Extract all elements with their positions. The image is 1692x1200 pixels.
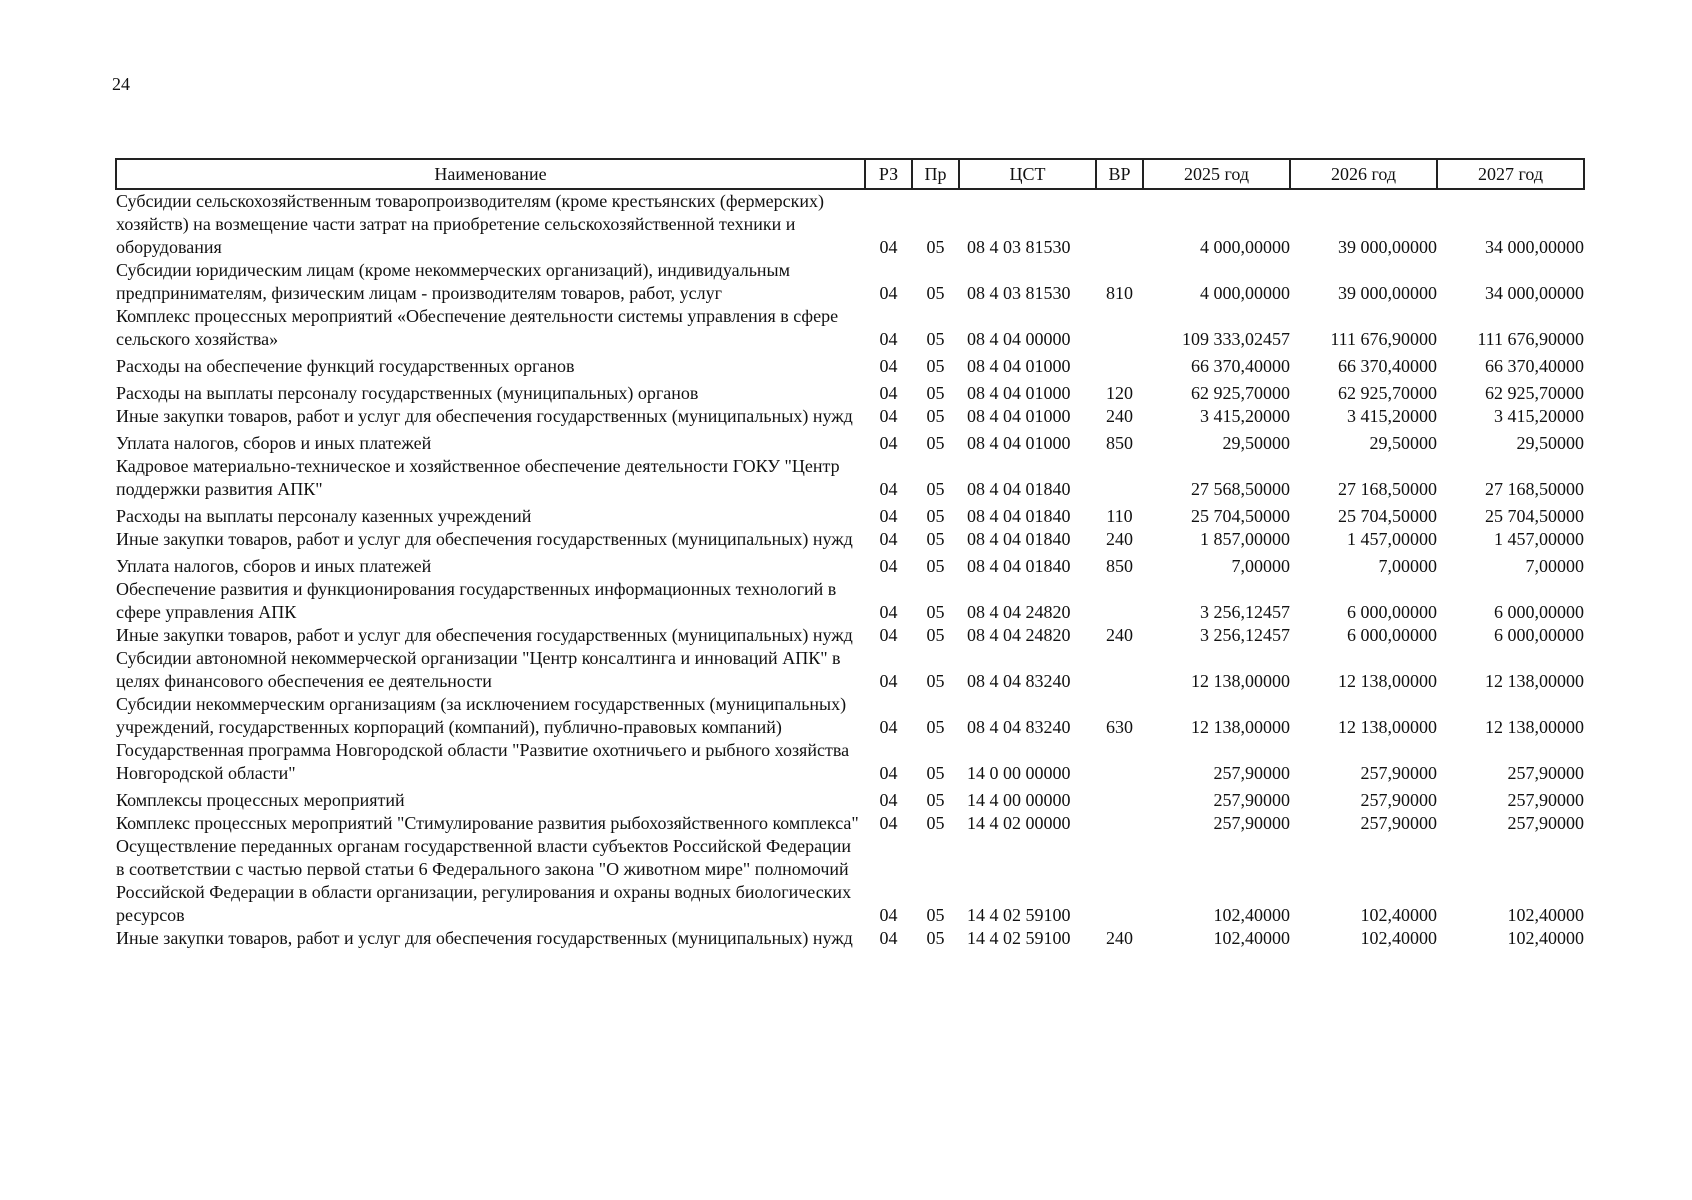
row-vr: 850: [1106, 433, 1133, 453]
row-name: Субсидии сельскохозяйственным товаропроизводителям (кроме крестьянских (фермерских) хозяйств) на возмещение части затрат на приобретение сельскохозяйственной техники и оборудования: [116, 191, 824, 257]
row-cst: 08 4 04 01000: [967, 383, 1071, 403]
row-2027: 66 370,40000: [1485, 356, 1584, 376]
row-vr: 850: [1106, 556, 1133, 576]
row-pr: 05: [926, 356, 945, 376]
row-2026: 257,90000: [1360, 763, 1437, 783]
row-vr: [1096, 351, 1143, 378]
row-vr: 240: [1106, 529, 1133, 549]
row-name: Субсидии автономной некоммерческой организации "Центр консалтинга и инноваций АПК" в целях финансового обеспечения ее деятельности: [116, 648, 841, 691]
table-row: [116, 578, 1584, 624]
row-name: Расходы на выплаты персоналу государственных (муниципальных) органов: [116, 383, 699, 403]
page-number: 24: [112, 74, 130, 94]
row-rz: 04: [879, 813, 898, 833]
row-pr: 05: [926, 383, 945, 403]
row-vr: [1096, 739, 1143, 785]
row-2025: 3 256,12457: [1200, 602, 1290, 622]
row-2025: 109 333,02457: [1182, 329, 1290, 349]
row-rz: 04: [879, 602, 898, 622]
row-rz: 04: [879, 433, 898, 453]
table-row: [116, 927, 1584, 950]
row-name: Уплата налогов, сборов и иных платежей: [116, 556, 432, 576]
row-2027: 257,90000: [1507, 790, 1584, 810]
row-cst: 08 4 04 01000: [967, 433, 1071, 453]
row-cst: 08 4 04 83240: [967, 717, 1071, 737]
header-cst: ЦСТ: [959, 159, 1096, 189]
row-rz: 04: [879, 671, 898, 691]
table-row: [116, 351, 1584, 378]
row-cst: 08 4 04 01840: [967, 479, 1071, 499]
row-2025: 257,90000: [1213, 813, 1290, 833]
row-cst: 08 4 04 01840: [967, 506, 1071, 526]
row-cst: 08 4 04 01840: [967, 529, 1071, 549]
row-2026: 39 000,00000: [1338, 237, 1437, 257]
row-2026: 7,00000: [1378, 556, 1437, 576]
row-pr: 05: [926, 717, 945, 737]
row-2025: 62 925,70000: [1191, 383, 1290, 403]
table-row: [116, 551, 1584, 578]
row-pr: 05: [926, 556, 945, 576]
row-name: Иные закупки товаров, работ и услуг для обеспечения государственных (муниципальных) нужд: [116, 406, 853, 426]
row-cst: 08 4 04 00000: [967, 329, 1071, 349]
table-row: [116, 305, 1584, 351]
row-cst: 08 4 04 83240: [967, 671, 1071, 691]
row-2025: 4 000,00000: [1200, 237, 1290, 257]
row-2026: 1 457,00000: [1347, 529, 1437, 549]
row-rz: 04: [879, 905, 898, 925]
row-2027: 102,40000: [1507, 928, 1584, 948]
row-2026: 25 704,50000: [1338, 506, 1437, 526]
row-2026: 102,40000: [1360, 928, 1437, 948]
row-pr: 05: [926, 625, 945, 645]
row-2027: 25 704,50000: [1485, 506, 1584, 526]
row-rz: 04: [879, 329, 898, 349]
row-vr: 240: [1106, 625, 1133, 645]
row-2026: 6 000,00000: [1347, 602, 1437, 622]
row-name: Государственная программа Новгородской области "Развитие охотничьего и рыбного хозяйства Новгородской области": [116, 740, 850, 783]
row-2025: 29,50000: [1222, 433, 1290, 453]
row-cst: 08 4 04 01840: [967, 556, 1071, 576]
row-cst: 14 4 02 00000: [967, 813, 1071, 833]
row-rz: 04: [879, 529, 898, 549]
row-cst: 14 0 00 00000: [967, 763, 1071, 783]
row-pr: 05: [926, 813, 945, 833]
row-name: Комплекс процессных мероприятий "Стимулирование развития рыбохозяйственного комплекса": [116, 813, 859, 833]
row-rz: 04: [879, 717, 898, 737]
row-pr: 05: [926, 790, 945, 810]
table-row: [116, 528, 1584, 551]
row-2027: 12 138,00000: [1485, 671, 1584, 691]
row-vr: 630: [1106, 717, 1133, 737]
row-cst: 08 4 03 81530: [967, 283, 1071, 303]
row-name: Обеспечение развития и функционирования государственных информационных технологий в сфере управления АПК: [116, 579, 837, 622]
row-vr: [1096, 455, 1143, 501]
row-2025: 25 704,50000: [1191, 506, 1290, 526]
row-2025: 257,90000: [1213, 763, 1290, 783]
row-vr: [1096, 189, 1143, 259]
row-name: Расходы на выплаты персоналу казенных учреждений: [116, 506, 532, 526]
table-row: [116, 455, 1584, 501]
row-2027: 257,90000: [1507, 813, 1584, 833]
row-pr: 05: [926, 905, 945, 925]
table-row: [116, 647, 1584, 693]
row-vr: [1096, 835, 1143, 927]
row-pr: 05: [926, 406, 945, 426]
row-2027: 7,00000: [1525, 556, 1584, 576]
row-2027: 29,50000: [1516, 433, 1584, 453]
row-2025: 102,40000: [1213, 905, 1290, 925]
row-name: Иные закупки товаров, работ и услуг для обеспечения государственных (муниципальных) нужд: [116, 928, 853, 948]
row-2027: 1 457,00000: [1494, 529, 1584, 549]
row-rz: 04: [879, 383, 898, 403]
row-2026: 257,90000: [1360, 790, 1437, 810]
row-2025: 7,00000: [1231, 556, 1290, 576]
header-vr: ВР: [1096, 159, 1143, 189]
row-vr: 240: [1106, 406, 1133, 426]
row-vr: [1096, 647, 1143, 693]
table-row: [116, 501, 1584, 528]
row-rz: 04: [879, 790, 898, 810]
row-2027: 27 168,50000: [1485, 479, 1584, 499]
row-pr: 05: [926, 602, 945, 622]
table-row: [116, 378, 1584, 405]
row-2026: 27 168,50000: [1338, 479, 1437, 499]
row-2027: 34 000,00000: [1485, 237, 1584, 257]
row-2026: 62 925,70000: [1338, 383, 1437, 403]
row-name: Субсидии юридическим лицам (кроме некоммерческих организаций), индивидуальным предпринимателям, физическим лицам - производителям товаров, работ, услуг: [116, 260, 791, 303]
row-2025: 4 000,00000: [1200, 283, 1290, 303]
row-2027: 12 138,00000: [1485, 717, 1584, 737]
row-2025: 257,90000: [1213, 790, 1290, 810]
row-2025: 12 138,00000: [1191, 717, 1290, 737]
row-rz: 04: [879, 625, 898, 645]
row-2025: 66 370,40000: [1191, 356, 1290, 376]
row-2027: 62 925,70000: [1485, 383, 1584, 403]
header-2027: 2027 год: [1437, 159, 1584, 189]
table-body: [116, 189, 1584, 950]
row-cst: 08 4 04 01000: [967, 356, 1071, 376]
row-cst: 08 4 04 24820: [967, 602, 1071, 622]
row-2026: 12 138,00000: [1338, 671, 1437, 691]
row-pr: 05: [926, 329, 945, 349]
row-2026: 257,90000: [1360, 813, 1437, 833]
row-vr: 120: [1106, 383, 1133, 403]
table-row: [116, 812, 1584, 835]
row-vr: 240: [1106, 928, 1133, 948]
table-row: [116, 835, 1584, 927]
row-2026: 6 000,00000: [1347, 625, 1437, 645]
row-rz: 04: [879, 928, 898, 948]
row-2026: 102,40000: [1360, 905, 1437, 925]
table-row: [116, 259, 1584, 305]
budget-table: [115, 158, 1585, 950]
row-pr: 05: [926, 283, 945, 303]
table-row: [116, 785, 1584, 812]
row-2025: 1 857,00000: [1200, 529, 1290, 549]
header-name: Наименование: [116, 159, 865, 189]
row-rz: 04: [879, 406, 898, 426]
row-name: Расходы на обеспечение функций государственных органов: [116, 356, 575, 376]
row-pr: 05: [926, 237, 945, 257]
row-2027: 257,90000: [1507, 763, 1584, 783]
row-pr: 05: [926, 529, 945, 549]
row-pr: 05: [926, 763, 945, 783]
header-pr: Пр: [912, 159, 959, 189]
row-rz: 04: [879, 356, 898, 376]
row-name: Комплекс процессных мероприятий «Обеспечение деятельности системы управления в сфере сельского хозяйства»: [116, 306, 839, 349]
table-header-row: [116, 159, 1584, 189]
row-2027: 111 676,90000: [1477, 329, 1584, 349]
row-2026: 12 138,00000: [1338, 717, 1437, 737]
table-row: [116, 189, 1584, 259]
row-2027: 34 000,00000: [1485, 283, 1584, 303]
row-pr: 05: [926, 479, 945, 499]
row-rz: 04: [879, 556, 898, 576]
header-rz: РЗ: [865, 159, 912, 189]
row-cst: 14 4 02 59100: [967, 905, 1071, 925]
row-2026: 66 370,40000: [1338, 356, 1437, 376]
row-cst: 14 4 02 59100: [967, 928, 1071, 948]
row-name: Осуществление переданных органам государственной власти субъектов Российской Федерации в соответствии с частью первой статьи 6 Федерального закона "О животном мире" полномочий Российской Федерации в области организации, регулирования и охраны водных биологических ресурсов: [116, 836, 852, 925]
row-rz: 04: [879, 283, 898, 303]
row-rz: 04: [879, 506, 898, 526]
row-cst: 08 4 04 01000: [967, 406, 1071, 426]
row-name: Иные закупки товаров, работ и услуг для обеспечения государственных (муниципальных) нужд: [116, 625, 853, 645]
row-vr: 810: [1106, 283, 1133, 303]
header-2026: 2026 год: [1290, 159, 1437, 189]
row-name: Иные закупки товаров, работ и услуг для обеспечения государственных (муниципальных) нужд: [116, 529, 853, 549]
row-2027: 6 000,00000: [1494, 625, 1584, 645]
row-name: Кадровое материально-техническое и хозяйственное обеспечение деятельности ГОКУ "Центр поддержки развития АПК": [116, 456, 840, 499]
table-row: [116, 739, 1584, 785]
row-vr: [1096, 812, 1143, 835]
row-2025: 3 415,20000: [1200, 406, 1290, 426]
row-2027: 3 415,20000: [1494, 406, 1584, 426]
row-pr: 05: [926, 433, 945, 453]
row-2025: 12 138,00000: [1191, 671, 1290, 691]
header-2025: 2025 год: [1143, 159, 1290, 189]
table-row: [116, 405, 1584, 428]
row-2025: 27 568,50000: [1191, 479, 1290, 499]
row-vr: [1096, 578, 1143, 624]
table-row: [116, 693, 1584, 739]
row-vr: 110: [1106, 506, 1133, 526]
row-vr: [1096, 785, 1143, 812]
row-2026: 3 415,20000: [1347, 406, 1437, 426]
row-2027: 6 000,00000: [1494, 602, 1584, 622]
row-rz: 04: [879, 479, 898, 499]
row-cst: 08 4 04 24820: [967, 625, 1071, 645]
row-pr: 05: [926, 506, 945, 526]
row-2026: 111 676,90000: [1330, 329, 1437, 349]
row-name: Субсидии некоммерческим организациям (за исключением государственных (муниципальных) учреждений, государственных корпораций (компаний), публично-правовых компаний): [116, 694, 847, 737]
row-cst: 08 4 03 81530: [967, 237, 1071, 257]
row-cst: 14 4 00 00000: [967, 790, 1071, 810]
row-2026: 39 000,00000: [1338, 283, 1437, 303]
row-vr: [1096, 305, 1143, 351]
table-row: [116, 428, 1584, 455]
row-2026: 29,50000: [1369, 433, 1437, 453]
row-pr: 05: [926, 671, 945, 691]
row-pr: 05: [926, 928, 945, 948]
row-rz: 04: [879, 237, 898, 257]
row-name: Уплата налогов, сборов и иных платежей: [116, 433, 432, 453]
table-row: [116, 624, 1584, 647]
row-name: Комплексы процессных мероприятий: [116, 790, 405, 810]
row-2025: 3 256,12457: [1200, 625, 1290, 645]
row-2027: 102,40000: [1507, 905, 1584, 925]
row-2025: 102,40000: [1213, 928, 1290, 948]
row-rz: 04: [879, 763, 898, 783]
